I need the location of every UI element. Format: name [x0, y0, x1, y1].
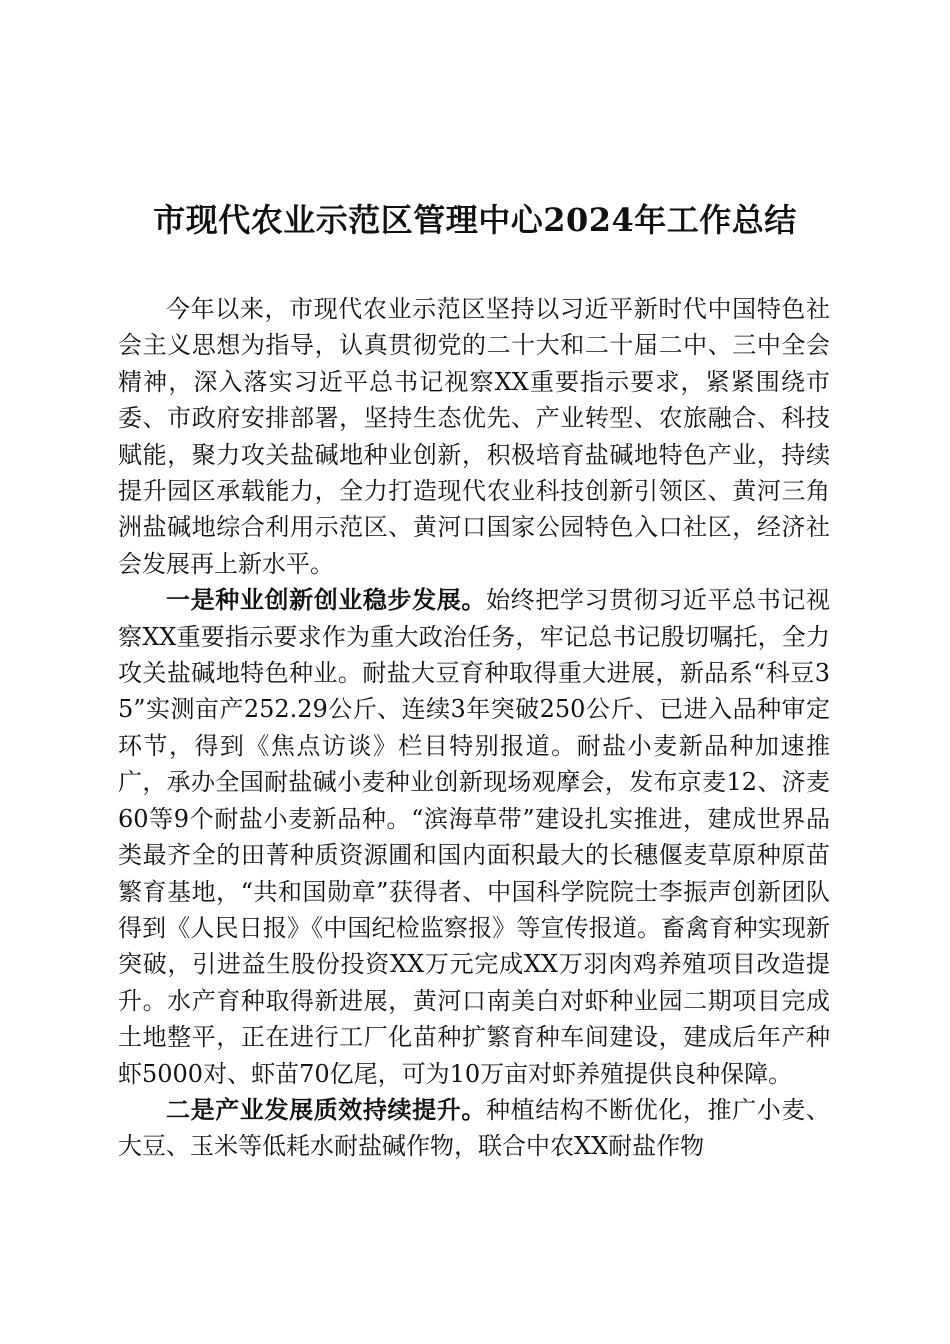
paragraph-seed-industry-lead: 一是种业创新创业稳步发展。 — [166, 585, 486, 615]
paragraph-industry-development — [118, 1092, 830, 1165]
paragraph-intro-text: 今年以来，市现代农业示范区坚持以习近平新时代中国特色社会主义思想为指导，认真贯彻党的二十大和二十届二中、三中全会精神，深入落实习近平总书记视察XX重要指示要求，紧紧围绕市委、市政府安排部署，坚持生态优先、产业转型、农旅融合、科技赋能，聚力攻关盐碱地种业创新，积极培育盐碱地特色产业，持续提升园区承载能力，全力打造现代农业科技创新引领区、黄河三角洲盐碱地综合利用示范区、黄河口国家公园特色入口社区，经济社会发展再上新水平。 — [118, 295, 830, 578]
paragraph-intro — [118, 291, 830, 582]
document-body — [118, 291, 830, 1165]
paragraph-industry-development-text: 种植结构不断优化，推广小麦、大豆、玉米等低耗水耐盐碱作物，联合中农XX耐盐作物 — [118, 1095, 830, 1161]
paragraph-seed-industry — [118, 582, 830, 1092]
paragraph-industry-development-lead: 二是产业发展质效持续提升。 — [166, 1094, 486, 1124]
document-title: 市现代农业示范区管理中心2024年工作总结 — [153, 201, 797, 239]
paragraph-seed-industry-text: 始终把学习贯彻习近平总书记视察XX重要指示要求作为重大政治任务，牢记总书记殷切嘱托，全力攻关盐碱地特色种业。耐盐大豆育种取得重大进展，新品系“科豆35”实测亩产252.29公斤、连续3年突破250公斤、已进入品种审定环节，得到《焦点访谈》栏目特别报道。耐盐小麦新品种加速推广，承办全国耐盐碱小麦种业创新现场观摩会，发布京麦12、济麦60等9个耐盐小麦新品种。“滨海草带”建设扎实推进，建成世界品类最齐全的田菁种质资源圃和国内面积最大的长穗偃麦草原种原苗繁育基地，“共和国勋章”获得者、中国科学院院士李振声创新团队得到《人民日报》《中国纪检监察报》等宣传报道。畜禽育种实现新突破，引进益生股份投资XX万元完成XX万羽肉鸡养殖项目改造提升。水产育种取得新进展，黄河口南美白对虾种业园二期项目完成土地整平，正在进行工厂化苗种扩繁育种车间建设，建成后年产种虾5000对、虾苗70亿尾，可为10万亩对虾养殖提供良种保障。 — [118, 586, 830, 1088]
